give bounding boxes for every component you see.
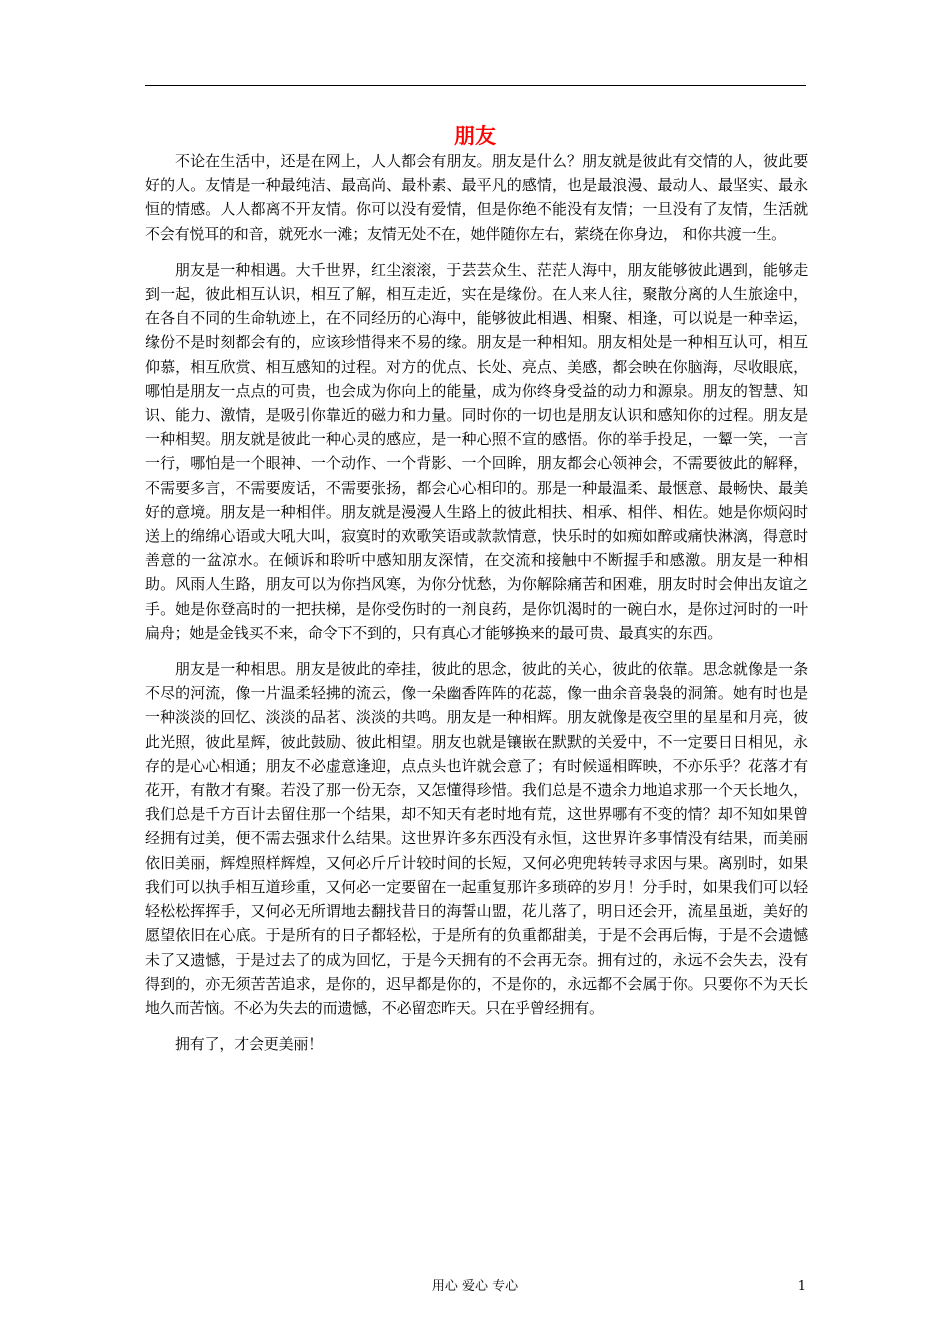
header-rule — [145, 85, 806, 86]
document-title: 朋友 — [454, 124, 496, 148]
paragraph-2: 朋友是一种相遇。大千世界，红尘滚滚，于芸芸众生、茫茫人海中，朋友能够彼此遇到，能够走到一起，彼此相互认识，相互了解，相互走近，实在是缘份。在人来人往，聚散分离的人生旅途中，在各自不同的生命轨迹上，在不同经历的心海中，能够彼此相遇、相聚、相逢，可以说是一种幸运，缘份不是时刻都会有的，应该珍惜得来不易的缘。朋友是一种相知。朋友相处是一种相互认可，相互仰慕，相互欣赏、相互感知的过程。对方的优点、长处、亮点、美感，都会映在你脑海，尽收眼底，哪怕是朋友一点点的可贵，也会成为你向上的能量，成为你终身受益的动力和源泉。朋友的智慧、知识、能力、激情，是吸引你靠近的磁力和力量。同时你的一切也是朋友认识和感知你的过程。朋友是一种相契。朋友就是彼此一种心灵的感应，是一种心照不宣的感悟。你的举手投足，一颦一笑，一言一行，哪怕是一个眼神、一个动作、一个背影、一个回眸，朋友都会心领神会，不需要彼此的解释，不需要多言，不需要废话，不需要张扬，都会心心相印的。那是一种最温柔、最惬意、最畅快、最美好的意境。朋友是一种相伴。朋友就是漫漫人生路上的彼此相扶、相承、相伴、相佐。她是你烦闷时送上的绵绵心语或大吼大叫，寂寞时的欢歌笑语或款款情意，快乐时的如痴如醉或痛快淋漓，得意时善意的一盆凉水。在倾诉和聆听中感知朋友深情，在交流和接触中不断握手和感激。朋友是一种相助。风雨人生路，朋友可以为你挡风寒，为你分忧愁，为你解除痛苦和困难，朋友时时会伸出友谊之手。她是你登高时的一把扶梯，是你受伤时的一剂良药，是你饥渴时的一碗白水，是你过河时的一叶扁舟；她是金钱买不来，命令下不到的，只有真心才能够换来的最可贵、最真实的东西。 — [145, 260, 808, 642]
document-body — [145, 149, 808, 1068]
footer-motto: 用心 爱心 专心 — [431, 1279, 519, 1294]
page-number: 1 — [797, 1279, 806, 1294]
paragraph-1: 不论在生活中，还是在网上，人人都会有朋友。朋友是什么？朋友就是彼此有交情的人，彼此要好的人。友情是一种最纯洁、最高尚、最朴素、最平凡的感情，也是最浪漫、最动人、最坚实、最永恒的情感。人人都离不开友情。你可以没有爱情，但是你绝不能没有友情；一旦没有了友情，生活就不会有悦耳的和音，就死水一滩；友情无处不在，她伴随你左右，萦绕在你身边， 和你共渡一生。 — [145, 152, 808, 243]
paragraph-4: 拥有了，才会更美丽！ — [175, 1035, 324, 1054]
paragraph-3: 朋友是一种相思。朋友是彼此的牵挂，彼此的思念，彼此的关心，彼此的依靠。思念就像是一条不尽的河流，像一片温柔轻拂的流云，像一朵幽香阵阵的花蕊，像一曲余音袅袅的洞箫。她有时也是一种淡淡的回忆、淡淡的品茗、淡淡的共鸣。朋友是一种相辉。朋友就像是夜空里的星星和月亮，彼此光照，彼此星辉，彼此鼓励、彼此相望。朋友也就是镶嵌在默默的关爱中，不一定要日日相见，永存的是心心相通；朋友不必虚意逢迎，点点头也许就会意了；有时候遥相晖映，不亦乐乎？花落才有花开，有散才有聚。若没了那一份无奈，又怎懂得珍惜。我们总是不遗余力地追求那一个天长地久，我们总是千方百计去留住那一个结果，却不知天有老时地有荒，这世界哪有不变的情？却不知如果曾经拥有过美，便不需去强求什么结果。这世界许多东西没有永恒，这世界许多事情没有结果，而美丽依旧美丽，辉煌照样辉煌，又何必斤斤计较时间的长短，又何必兜兜转转寻求因与果。离别时，如果我们可以执手相互道珍重，又何必一定要留在一起重复那许多琐碎的岁月！分手时，如果我们可以轻轻松松挥挥手，又何必无所谓地去翻找昔日的海誓山盟，花儿落了，明日还会开，流星虽逝，美好的愿望依旧在心底。于是所有的日子都轻松，于是所有的负重都甜美，于是不会再后悔，于是不会遗憾未了又遗憾，于是过去了的成为回忆，于是今天拥有的不会再无奈。拥有过的，永远不会失去，没有得到的，亦无须苦苦追求，是你的，迟早都是你的，不是你的，永远都不会属于你。只要你不为天长地久而苦恼。不必为失去的而遗憾，不必留恋昨天。只在乎曾经拥有。 — [145, 660, 808, 1017]
